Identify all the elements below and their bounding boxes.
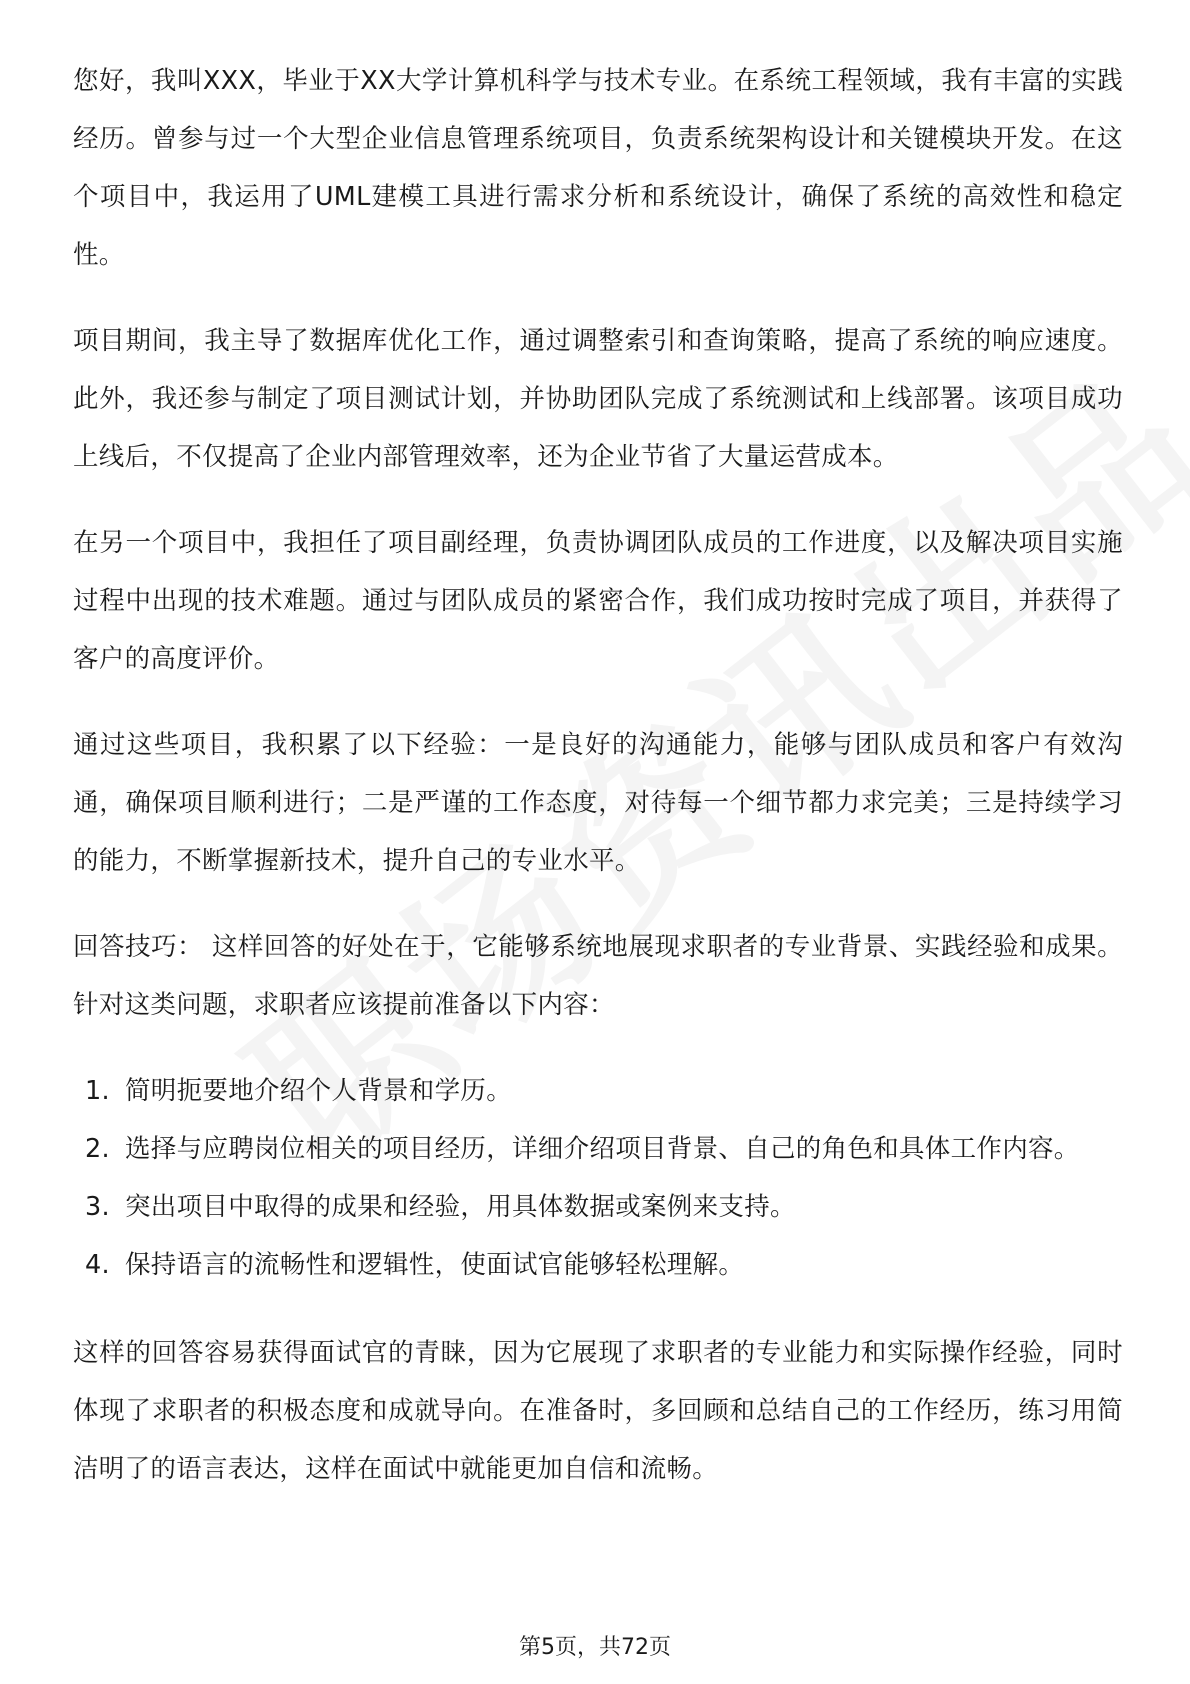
paragraph-closing: 这样的回答容易获得面试官的青睐，因为它展现了求职者的专业能力和实际操作经验，同时体现了求职者的积极态度和成就导向。在准备时，多回顾和总结自己的工作经历，练习用简洁明了的语言表达，这样在面试中就能更加自信和流畅。 [73,1338,1123,1484]
list-item [73,1236,1123,1294]
list-item-number: 1. [85,1076,110,1106]
list-item-number: 2. [85,1134,110,1164]
document-body [73,52,1123,1526]
list-item [73,1120,1123,1178]
paragraph-answer-tips: 回答技巧： 这样回答的好处在于，它能够系统地展现求职者的专业背景、实践经验和成果。针对这类问题，求职者应该提前准备以下内容： [73,932,1123,1020]
paragraph-another-project: 在另一个项目中，我担任了项目副经理，负责协调团队成员的工作进度，以及解决项目实施过程中出现的技术难题。通过与团队成员的紧密合作，我们成功按时完成了项目，并获得了客户的高度评价。 [73,528,1123,674]
paragraph-project-period: 项目期间，我主导了数据库优化工作，通过调整索引和查询策略，提高了系统的响应速度。此外，我还参与制定了项目测试计划，并协助团队完成了系统测试和上线部署。该项目成功上线后，不仅提高了企业内部管理效率，还为企业节省了大量运营成本。 [73,326,1123,472]
tips-list [73,1062,1123,1294]
list-item-number: 3. [85,1192,110,1222]
paragraph-intro: 您好，我叫XXX，毕业于XX大学计算机科学与技术专业。在系统工程领域，我有丰富的实践经历。曾参与过一个大型企业信息管理系统项目，负责系统架构设计和关键模块开发。在这个项目中，我运用了UML建模工具进行需求分析和系统设计，确保了系统的高效性和稳定性。 [73,66,1123,270]
paragraph-experience: 通过这些项目，我积累了以下经验：一是良好的沟通能力，能够与团队成员和客户有效沟通，确保项目顺利进行；二是严谨的工作态度，对待每一个细节都力求完美；三是持续学习的能力，不断掌握新技术，提升自己的专业水平。 [73,730,1123,876]
list-item-number: 4. [85,1250,110,1280]
list-item-text: 保持语言的流畅性和逻辑性，使面试官能够轻松理解。 [125,1250,745,1280]
list-item [73,1178,1123,1236]
list-item-text: 简明扼要地介绍个人背景和学历。 [125,1076,513,1106]
page-footer: 第5页，共72页 [519,1635,671,1660]
list-item-text: 突出项目中取得的成果和经验，用具体数据或案例来支持。 [125,1192,796,1222]
list-item [73,1062,1123,1120]
list-item-text: 选择与应聘岗位相关的项目经历，详细介绍项目背景、自己的角色和具体工作内容。 [125,1134,1080,1164]
